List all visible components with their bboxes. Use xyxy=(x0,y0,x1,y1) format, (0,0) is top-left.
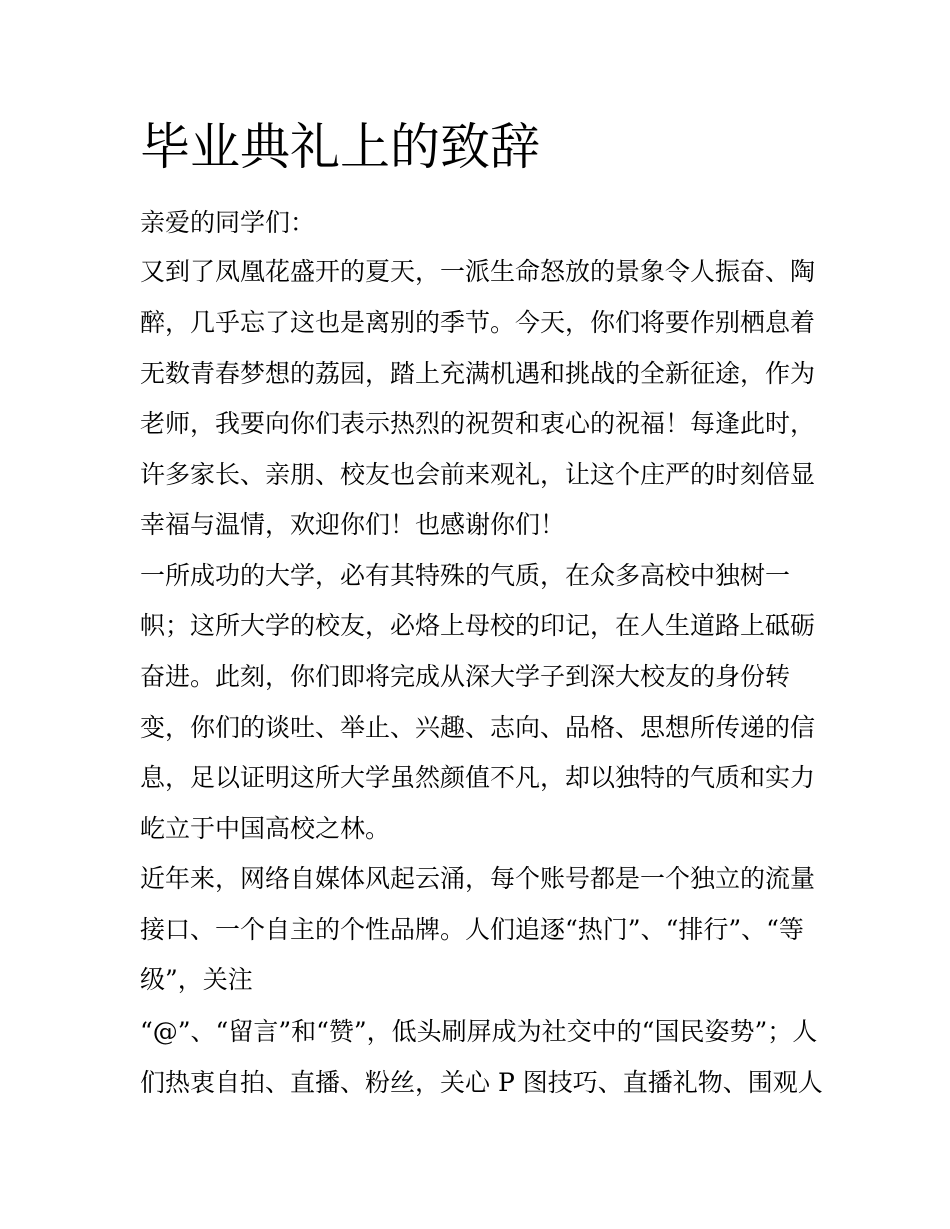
text-line: 们热衷自拍、直播、粉丝，关心 P 图技巧、直播礼物、围观人 xyxy=(140,1068,823,1097)
text-line: 屹立于中国高校之林。 xyxy=(140,814,391,843)
text-line: 醉，几乎忘了这也是离别的季节。今天，你们将要作别栖息着 xyxy=(140,308,816,337)
text-line: 无数青春梦想的荔园，踏上充满机遇和挑战的全新征途，作为 xyxy=(140,359,816,388)
text-line: 级”，关注 xyxy=(140,965,253,994)
text-line: 幸福与温情，欢迎你们！也感谢你们！ xyxy=(140,510,566,539)
text-line: 又到了凤凰花盛开的夏天，一派生命怒放的景象令人振奋、陶 xyxy=(140,257,816,286)
text-line: 近年来，网络自媒体风起云涌，每个账号都是一个独立的流量 xyxy=(140,864,816,893)
document-title: 毕业典礼上的致辞 xyxy=(140,118,540,176)
greeting: 亲爱的同学们： xyxy=(140,208,316,237)
text-line: 奋进。此刻，你们即将完成从深大学子到深大校友的身份转 xyxy=(140,662,791,691)
text-line: 息，足以证明这所大学虽然颜值不凡，却以独特的气质和实力 xyxy=(140,763,816,792)
text-line: “@”、“留言”和“赞”，低头刷屏成为社交中的“国民姿势”；人 xyxy=(140,1017,818,1046)
text-line: 变，你们的谈吐、举止、兴趣、志向、品格、思想所传递的信 xyxy=(140,713,816,742)
text-line: 接口、一个自主的个性品牌。人们追逐“热门”、“排行”、“等 xyxy=(140,915,804,944)
text-line: 帜；这所大学的校友，必烙上母校的印记，在人生道路上砥砺 xyxy=(140,611,816,640)
text-line: 一所成功的大学，必有其特殊的气质，在众多高校中独树一 xyxy=(140,561,791,590)
text-line: 许多家长、亲朋、校友也会前来观礼，让这个庄严的时刻倍显 xyxy=(140,460,816,489)
text-line: 老师，我要向你们表示热烈的祝贺和衷心的祝福！每逢此时， xyxy=(140,409,816,438)
